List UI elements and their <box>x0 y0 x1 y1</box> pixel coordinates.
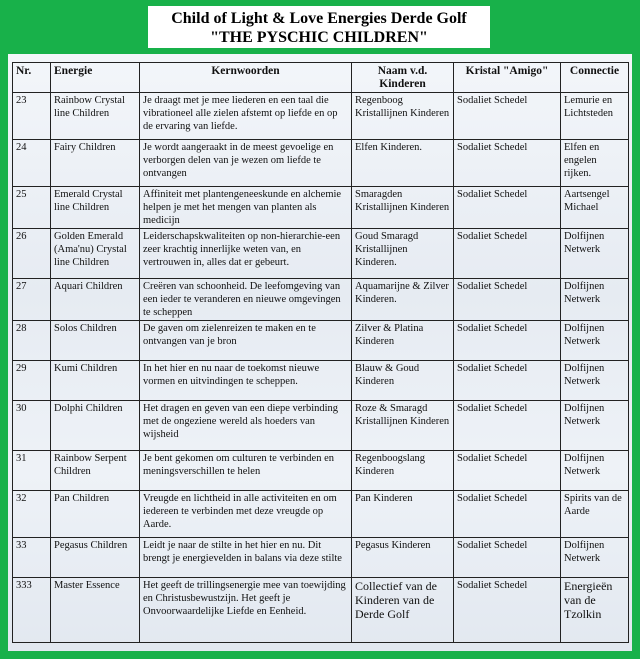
cell-connectie: Spirits van de Aarde <box>561 491 629 538</box>
header-nr: Nr. <box>13 63 51 93</box>
cell-connectie: Dolfijnen Netwerk <box>561 361 629 401</box>
cell-naam: Regenboogslang Kinderen <box>352 451 454 491</box>
table-row <box>13 451 629 491</box>
table-body <box>13 93 629 643</box>
cell-kernwoorden: Je bent gekomen om culturen te verbinden en meningsverschillen te helen <box>140 451 352 491</box>
cell-energie: Master Essence <box>51 578 140 643</box>
cell-connectie: Dolfijnen Netwerk <box>561 321 629 361</box>
cell-kristal: Sodaliet Schedel <box>454 279 561 321</box>
cell-energie: Rainbow Serpent Children <box>51 451 140 491</box>
cell-connectie: Lemurie en Lichtsteden <box>561 93 629 140</box>
header-connectie: Connectie <box>561 63 629 93</box>
table-row <box>13 321 629 361</box>
cell-kernwoorden: Je draagt met je mee liederen en een taal die vibrationeel alle zielen afstemt op liefde en op de ervaring van liefde. <box>140 93 352 140</box>
cell-nr: 29 <box>13 361 51 401</box>
table-row <box>13 229 629 279</box>
cell-kristal: Sodaliet Schedel <box>454 578 561 643</box>
header-kristal: Kristal "Amigo" <box>454 63 561 93</box>
cell-energie: Dolphi Children <box>51 401 140 451</box>
cell-naam: Aquamarijne & Zilver Kinderen. <box>352 279 454 321</box>
cell-energie: Golden Emerald (Ama'nu) Crystal line Children <box>51 229 140 279</box>
cell-kernwoorden: De gaven om zielenreizen te maken en te ontvangen van je bron <box>140 321 352 361</box>
cell-nr: 30 <box>13 401 51 451</box>
cell-naam: Goud Smaragd Kristallijnen Kinderen. <box>352 229 454 279</box>
table-row <box>13 538 629 578</box>
header-energie: Energie <box>51 63 140 93</box>
cell-nr: 31 <box>13 451 51 491</box>
cell-naam: Zilver & Platina Kinderen <box>352 321 454 361</box>
cell-naam: Smaragden Kristallijnen Kinderen <box>352 187 454 229</box>
table-header-row <box>13 63 629 93</box>
title-line-1: Child of Light & Love Energies Derde Golf <box>171 10 467 27</box>
cell-connectie: Aartsengel Michael <box>561 187 629 229</box>
cell-naam: Blauw & Goud Kinderen <box>352 361 454 401</box>
cell-naam: Regenboog Kristallijnen Kinderen <box>352 93 454 140</box>
table-row <box>13 361 629 401</box>
cell-kernwoorden: Affiniteit met plantengeneeskunde en alchemie helpen je met het mengen van planten als medicijn <box>140 187 352 229</box>
cell-connectie: Dolfijnen Netwerk <box>561 229 629 279</box>
table-row <box>13 578 629 643</box>
cell-nr: 23 <box>13 93 51 140</box>
cell-nr: 28 <box>13 321 51 361</box>
cell-kristal: Sodaliet Schedel <box>454 451 561 491</box>
cell-connectie: Dolfijnen Netwerk <box>561 279 629 321</box>
cell-energie: Pan Children <box>51 491 140 538</box>
cell-connectie: Dolfijnen Netwerk <box>561 401 629 451</box>
cell-kristal: Sodaliet Schedel <box>454 538 561 578</box>
cell-connectie: Elfen en engelen rijken. <box>561 140 629 187</box>
cell-nr: 26 <box>13 229 51 279</box>
cell-naam: Pegasus Kinderen <box>352 538 454 578</box>
cell-kernwoorden: In het hier en nu naar de toekomst nieuwe vormen en uitvindingen te scheppen. <box>140 361 352 401</box>
cell-energie: Solos Children <box>51 321 140 361</box>
cell-nr: 24 <box>13 140 51 187</box>
header-kernwoorden: Kernwoorden <box>140 63 352 93</box>
cell-energie: Fairy Children <box>51 140 140 187</box>
cell-nr: 33 <box>13 538 51 578</box>
cell-kernwoorden: Je wordt aangeraakt in de meest gevoelige en verborgen delen van je wezen om liefde te ontvangen <box>140 140 352 187</box>
cell-kernwoorden: Vreugde en lichtheid in alle activiteiten en om iedereen te verbinden met deze vreugde op Aarde. <box>140 491 352 538</box>
cell-connectie: Dolfijnen Netwerk <box>561 538 629 578</box>
cell-kristal: Sodaliet Schedel <box>454 401 561 451</box>
cell-kernwoorden: Het geeft de trillingsenergie mee van toewijding en Christusbewustzijn. Het geeft je Onvoorwaardelijke Liefde en Eenheid. <box>140 578 352 643</box>
cell-kernwoorden: Leiderschapskwaliteiten op non-hierarchie-een zeer krachtig innerlijke weten van, en vertrouwen in, alles dat er gebeurt. <box>140 229 352 279</box>
cell-nr: 25 <box>13 187 51 229</box>
cell-energie: Aquari Children <box>51 279 140 321</box>
cell-kernwoorden: Leidt je naar de stilte in het hier en nu. Dit brengt je energievelden in balans via deze stilte <box>140 538 352 578</box>
table-row <box>13 279 629 321</box>
cell-kristal: Sodaliet Schedel <box>454 321 561 361</box>
cell-kristal: Sodaliet Schedel <box>454 93 561 140</box>
cell-naam: Pan Kinderen <box>352 491 454 538</box>
cell-nr: 333 <box>13 578 51 643</box>
cell-naam: Roze & Smaragd Kristallijnen Kinderen <box>352 401 454 451</box>
cell-kernwoorden: Het dragen en geven van een diepe verbinding met de ongeziene wereld als hoeders van wijsheid <box>140 401 352 451</box>
cell-kristal: Sodaliet Schedel <box>454 187 561 229</box>
title-line-2: "THE PYSCHIC CHILDREN" <box>210 29 428 46</box>
cell-kristal: Sodaliet Schedel <box>454 491 561 538</box>
cell-naam: Elfen Kinderen. <box>352 140 454 187</box>
table-panel <box>8 54 632 651</box>
cell-energie: Kumi Children <box>51 361 140 401</box>
cell-energie: Rainbow Crystal line Children <box>51 93 140 140</box>
cell-naam: Collectief van de Kinderen van de Derde Golf <box>352 578 454 643</box>
cell-nr: 27 <box>13 279 51 321</box>
energies-table <box>12 62 629 643</box>
cell-kristal: Sodaliet Schedel <box>454 229 561 279</box>
cell-energie: Pegasus Children <box>51 538 140 578</box>
cell-connectie: Dolfijnen Netwerk <box>561 451 629 491</box>
cell-energie: Emerald Crystal line Children <box>51 187 140 229</box>
cell-kernwoorden: Creëren van schoonheid. De leefomgeving van een ieder te veranderen en nieuwe omgevingen te scheppen <box>140 279 352 321</box>
table-row <box>13 491 629 538</box>
cell-connectie: Energieën van de Tzolkin <box>561 578 629 643</box>
table-row <box>13 140 629 187</box>
table-row <box>13 401 629 451</box>
cell-kristal: Sodaliet Schedel <box>454 361 561 401</box>
table-row <box>13 93 629 140</box>
cell-kristal: Sodaliet Schedel <box>454 140 561 187</box>
cell-nr: 32 <box>13 491 51 538</box>
table-row <box>13 187 629 229</box>
header-naam: Naam v.d. Kinderen <box>352 63 454 93</box>
title-banner <box>148 6 490 48</box>
